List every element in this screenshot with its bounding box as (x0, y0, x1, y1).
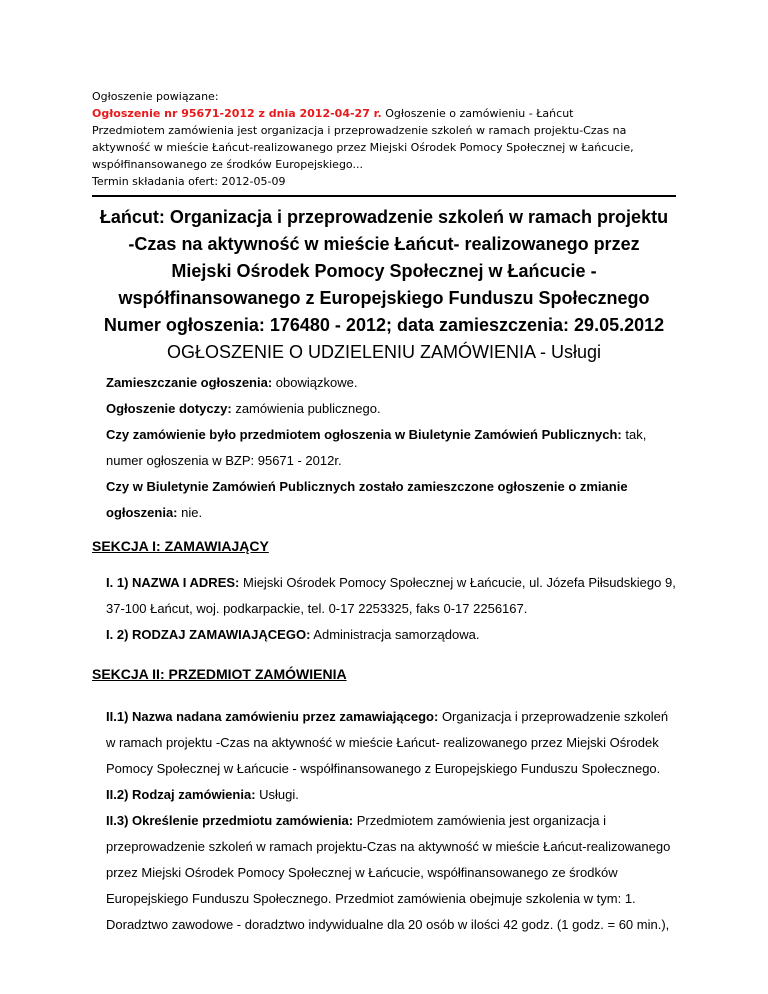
related-line-3: aktywność w mieście Łańcut-realizowanego przez Miejski Ośrodek Pomocy Społecznej w Łańcucie, (92, 141, 634, 154)
field-bzp: Czy zamówienie było przedmiotem ogłoszenia w Biuletynie Zamówień Publicznych: tak, (106, 427, 647, 442)
field-change-cont: ogłoszenia: nie. (106, 505, 203, 520)
field-publication: Zamieszczanie ogłoszenia: obowiązkowe. (106, 375, 358, 390)
related-notice-link[interactable]: Ogłoszenie nr 95671-2012 z dnia 2012-04-27 r. (92, 107, 382, 120)
page-subtitle: OGŁOSZENIE O UDZIELENIU ZAMÓWIENIA - Usługi (166, 342, 602, 362)
related-line-1: Ogłoszenie nr 95671-2012 z dnia 2012-04-27 r. Ogłoszenie o zamówieniu - Łańcut (92, 107, 574, 120)
related-line-4: współfinansowanego ze środków Europejskiego... (92, 158, 363, 171)
field-name-address: I. 1) NAZWA I ADRES: Miejski Ośrodek Pomocy Społecznej w Łańcucie, ul. Józefa Piłsudskiego 9, (106, 575, 676, 590)
horizontal-divider (92, 195, 676, 197)
announcement-number: Numer ogłoszenia: 176480 - 2012; data zamieszczenia: 29.05.2012 (103, 315, 665, 335)
related-label: Ogłoszenie powiązane: (92, 90, 219, 103)
section-2-heading: SEKCJA II: PRZEDMIOT ZAMÓWIENIA (92, 666, 347, 682)
field-order-type: II.2) Rodzaj zamówienia: Usługi. (106, 787, 299, 802)
section-1-heading: SEKCJA I: ZAMAWIAJĄCY (92, 538, 269, 554)
related-deadline: Termin składania ofert: 2012-05-09 (92, 175, 286, 188)
field-contracting-type: I. 2) RODZAJ ZAMAWIAJĄCEGO: Administracja samorządowa. (106, 627, 480, 642)
field-change: Czy w Biuletynie Zamówień Publicznych zostało zamieszczone ogłoszenie o zmianie (106, 479, 628, 494)
intro-fields (106, 370, 686, 526)
section-1-body (106, 570, 686, 648)
field-order-subject: II.3) Określenie przedmiotu zamówienia: Przedmiotem zamówienia jest organizacja i (106, 813, 606, 828)
field-bzp-number: numer ogłoszenia w BZP: 95671 - 2012r. (106, 453, 342, 468)
page-title: Łańcut: Organizacja i przeprowadzenie szkoleń w ramach projektu -Czas na aktywność w mieście Łańcut- realizowanego przez Miejski Ośrodek Pomocy Społecznej w Łańcucie - współfinansowanego z Europejskiego Funduszu Społecznego Numer ogłoszenia: 176480 - 2012; data zamieszczenia: 29.05.2012 OGŁOSZENIE O UDZIELENIU ZAMÓWIENIA - Usługi (92, 204, 676, 366)
related-notice (92, 88, 692, 190)
section-2-body: II.1) Nazwa nadana zamówieniu przez zamawiającego: Organizacja i przeprowadzenie szkoleń w ramach projektu -Czas na aktywność w mieście Łańcut- realizowanego przez Miejski Ośrodek Pomocy Społecznej w Łańcucie - współfinansowanego z Europejskiego Funduszu Społecznego. II.2) Rodzaj zamówienia: Usługi. II.3) Określenie przedmiotu zamówienia: Przedmiotem zamówienia jest organizacja i przeprowadzenie szkoleń w ramach projektu-Czas na aktywność w mieście Łańcut-realizowanego przez Miejski Ośrodek Pomocy Społecznej w Łańcucie, współfinansowanego ze środków Europejskiego Funduszu Społecznego. Przedmiot zamówienia obejmuje szkolenia w tym: 1. Doradztwo zawodowe - doradztwo indywidualne dla 20 osób w ilości 42 godz. (1 godz. = 60 min.), (106, 704, 686, 938)
related-line-2: Przedmiotem zamówienia jest organizacja i przeprowadzenie szkoleń w ramach projektu-Czas na (92, 124, 627, 137)
field-order-name: II.1) Nazwa nadana zamówieniu przez zamawiającego: Organizacja i przeprowadzenie szkoleń (106, 709, 669, 724)
field-concerns: Ogłoszenie dotyczy: zamówienia publicznego. (106, 401, 381, 416)
field-address-cont: 37-100 Łańcut, woj. podkarpackie, tel. 0-17 2253325, faks 0-17 2256167. (106, 601, 528, 616)
